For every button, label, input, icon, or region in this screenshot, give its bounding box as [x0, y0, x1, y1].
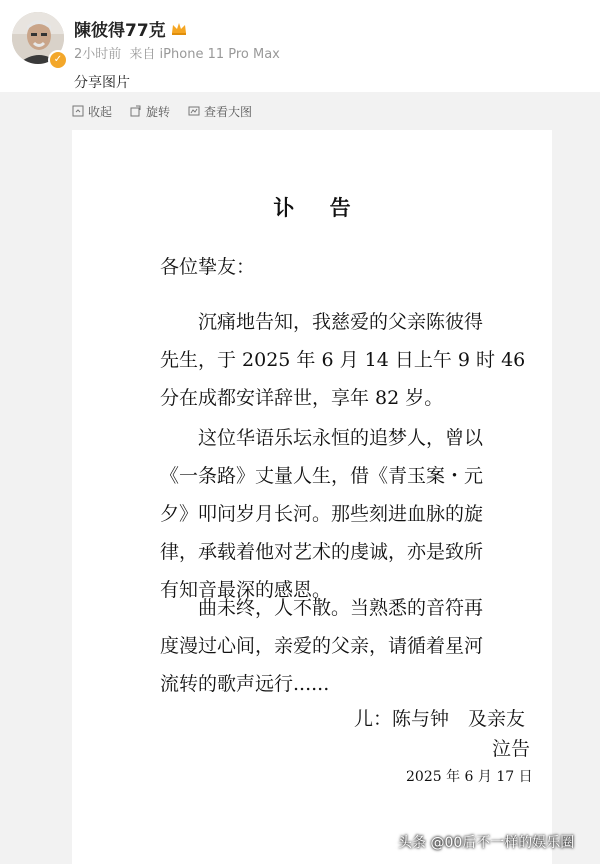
post-header	[0, 0, 600, 92]
obituary-paragraph-2	[160, 419, 498, 609]
verified-badge-icon: ✓	[48, 50, 68, 70]
paragraph-line: 夕》叩问岁月长河。那些刻进血脉的旋	[160, 503, 484, 525]
paragraph-line: 这位华语乐坛永恒的追梦人，曾以	[160, 427, 484, 449]
paragraph-line: 先生，于 2025 年 6 月 14 日上午 9 时 46	[160, 349, 526, 371]
obituary-date: 2025 年 6 月 17 日	[406, 769, 533, 785]
watermark: 头条 @00后不一样的娱乐圈	[398, 835, 575, 851]
obituary-signature: 儿：陈与钟 及亲友	[354, 708, 526, 730]
paragraph-line: 律，承载着他对艺术的虔诚，亦是致所	[160, 541, 484, 563]
obituary-signature-closing: 泣告	[492, 738, 531, 760]
post-source: 来自 iPhone 11 Pro Max	[129, 47, 280, 62]
paragraph-line: 分在成都安详辞世，享年 82 岁。	[160, 387, 444, 409]
username-text: 陳彼得77克	[74, 21, 166, 41]
rotate-button[interactable]	[130, 103, 170, 120]
paragraph-line: 《一条路》丈量人生，借《青玉案・元	[160, 465, 484, 487]
view-large-icon	[188, 105, 200, 117]
paragraph-line: 度漫过心间，亲爱的父亲，请循着星河	[160, 635, 484, 657]
paragraph-line: 沉痛地告知，我慈爱的父亲陈彼得	[160, 311, 484, 333]
obituary-paragraph-3	[160, 589, 498, 703]
view-large-button[interactable]	[188, 103, 252, 120]
rotate-label: 旋转	[146, 104, 171, 119]
collapse-label: 收起	[88, 104, 113, 119]
collapse-button[interactable]	[72, 103, 112, 120]
obituary-salutation: 各位挚友：	[160, 256, 256, 278]
obituary-image[interactable]	[72, 130, 552, 864]
post-meta	[74, 43, 284, 62]
image-toolbar	[72, 100, 252, 122]
collapse-icon	[72, 105, 84, 117]
post-text: 分享图片	[74, 75, 130, 91]
username[interactable]	[74, 16, 188, 41]
rotate-icon	[130, 105, 142, 117]
crown-icon	[170, 20, 188, 38]
view-large-label: 查看大图	[204, 104, 253, 119]
paragraph-line: 流转的歌声远行......	[160, 673, 330, 695]
post-time: 2小时前	[74, 47, 122, 62]
paragraph-line: 有知音最深的感恩。	[160, 579, 332, 601]
obituary-paragraph-1	[160, 303, 526, 417]
obituary-title: 讣 告	[273, 195, 365, 220]
paragraph-line: 曲未终，人不散。当熟悉的音符再	[160, 597, 484, 619]
